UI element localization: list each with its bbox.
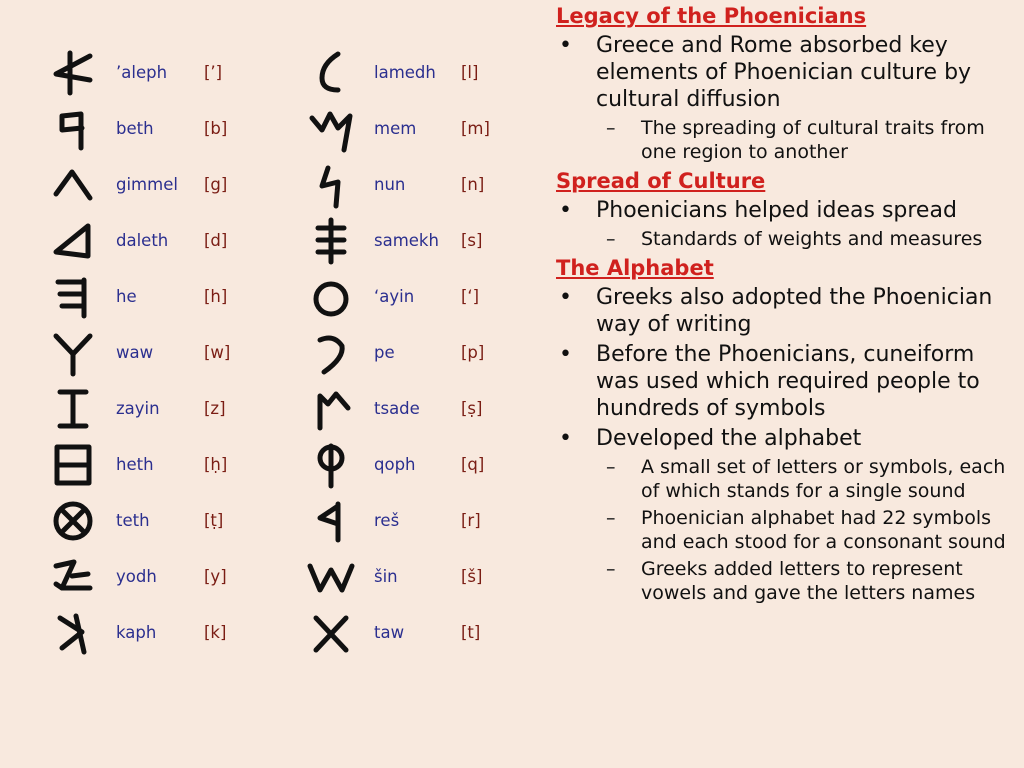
letter-name: kaph	[116, 623, 157, 642]
alphabet-row	[300, 494, 540, 550]
alphabet-row	[300, 46, 540, 102]
alphabet-row	[300, 102, 540, 158]
bullet-icon: •	[559, 342, 572, 367]
bullet-item	[556, 284, 1016, 338]
letter-sound: [b]	[204, 119, 228, 138]
bullet-icon: •	[559, 426, 572, 451]
alphabet-row	[0, 326, 260, 382]
nun-glyph-icon	[306, 160, 356, 210]
sub-bullet-item	[556, 116, 1016, 164]
letter-sound: [r]	[461, 511, 481, 530]
alphabet-row	[300, 158, 540, 214]
letter-sound: [y]	[204, 567, 227, 586]
letter-sound: [s]	[461, 231, 483, 250]
bullet-item	[556, 32, 1016, 113]
alphabet-row	[300, 606, 540, 662]
letter-name: nun	[374, 175, 406, 194]
bullet-text: Phoenicians helped ideas spread	[596, 198, 957, 223]
letter-name: qoph	[374, 455, 416, 474]
letter-sound: [g]	[204, 175, 228, 194]
alphabet-row	[300, 326, 540, 382]
letter-name: daleth	[116, 231, 169, 250]
letter-name: heth	[116, 455, 154, 474]
bullet-item	[556, 341, 1016, 422]
letter-sound: [k]	[204, 623, 227, 642]
dash-icon: –	[606, 558, 616, 580]
letter-sound: [p]	[461, 343, 485, 362]
bullet-icon: •	[559, 285, 572, 310]
alphabet-row	[300, 382, 540, 438]
slide-notes	[556, 2, 1016, 608]
bullet-text: Greeks also adopted the Phoenician way of writing	[596, 285, 993, 337]
alphabet-row	[0, 270, 260, 326]
sin-glyph-icon	[306, 552, 356, 602]
letter-sound: [z]	[204, 399, 226, 418]
sub-bullet-item	[556, 557, 1016, 605]
tsade-glyph-icon	[306, 384, 356, 434]
alphabet-row	[0, 494, 260, 550]
alphabet-row	[300, 270, 540, 326]
letter-sound: [m]	[461, 119, 490, 138]
aleph-glyph-icon	[48, 48, 98, 98]
dash-icon: –	[606, 228, 616, 250]
alphabet-row	[0, 46, 260, 102]
letter-name: teth	[116, 511, 150, 530]
letter-sound: [ḥ]	[204, 455, 228, 474]
letter-name: waw	[116, 343, 154, 362]
letter-sound: [d]	[204, 231, 228, 250]
bullet-icon: •	[559, 33, 572, 58]
letter-sound: [’]	[204, 63, 223, 82]
bullet-item	[556, 197, 1016, 224]
letter-sound: [h]	[204, 287, 228, 306]
letter-name: tsade	[374, 399, 420, 418]
he-glyph-icon	[48, 272, 98, 322]
section-heading-alphabet: The Alphabet	[556, 256, 714, 280]
alphabet-row	[0, 438, 260, 494]
letter-name: gimmel	[116, 175, 178, 194]
sub-bullet-item	[556, 455, 1016, 503]
beth-glyph-icon	[48, 104, 98, 154]
letter-name: šin	[374, 567, 398, 586]
samekh-glyph-icon	[306, 216, 356, 266]
alphabet-row	[300, 214, 540, 270]
teth-glyph-icon	[48, 496, 98, 546]
sub-bullet-text: Phoenician alphabet had 22 symbols and each stood for a consonant sound	[641, 507, 1006, 553]
ayin-glyph-icon	[306, 272, 356, 322]
sub-bullet-text: Greeks added letters to represent vowels and gave the letters names	[641, 558, 976, 604]
kaph-glyph-icon	[48, 608, 98, 658]
bullet-text: Greece and Rome absorbed key elements of Phoenician culture by cultural diffusion	[596, 33, 972, 112]
letter-name: pe	[374, 343, 395, 362]
bullet-text: Developed the alphabet	[596, 426, 862, 451]
dash-icon: –	[606, 456, 616, 478]
letter-sound: [‘]	[461, 287, 480, 306]
letter-name: mem	[374, 119, 417, 138]
gimmel-glyph-icon	[48, 160, 98, 210]
alphabet-row	[300, 550, 540, 606]
sub-bullet-text: Standards of weights and measures	[641, 228, 983, 250]
sub-bullet-text: The spreading of cultural traits from one region to another	[641, 117, 985, 163]
taw-glyph-icon	[306, 608, 356, 658]
dash-icon: –	[606, 507, 616, 529]
zayin-glyph-icon	[48, 384, 98, 434]
bullet-item	[556, 425, 1016, 452]
alphabet-row	[0, 550, 260, 606]
letter-name: zayin	[116, 399, 160, 418]
letter-sound: [ṭ]	[204, 511, 224, 530]
letter-name: samekh	[374, 231, 439, 250]
alphabet-row	[0, 102, 260, 158]
letter-name: ’aleph	[116, 63, 168, 82]
sub-bullet-text: A small set of letters or symbols, each of which stands for a single sound	[641, 456, 1006, 502]
dash-icon: –	[606, 117, 616, 139]
letter-name: yodh	[116, 567, 157, 586]
letter-sound: [ṣ]	[461, 399, 483, 418]
letter-name: reš	[374, 511, 400, 530]
heth-glyph-icon	[48, 440, 98, 490]
letter-name: taw	[374, 623, 405, 642]
daleth-glyph-icon	[48, 216, 98, 266]
mem-glyph-icon	[306, 104, 356, 154]
letter-sound: [š]	[461, 567, 483, 586]
letter-sound: [l]	[461, 63, 479, 82]
qoph-glyph-icon	[306, 440, 356, 490]
alphabet-row	[0, 606, 260, 662]
letter-sound: [n]	[461, 175, 485, 194]
section-heading-spread: Spread of Culture	[556, 169, 766, 193]
res-glyph-icon	[306, 496, 356, 546]
letter-sound: [t]	[461, 623, 481, 642]
section-heading-legacy: Legacy of the Phoenicians	[556, 4, 867, 28]
lamedh-glyph-icon	[306, 48, 356, 98]
alphabet-row	[300, 438, 540, 494]
letter-name: ‘ayin	[374, 287, 415, 306]
sub-bullet-item	[556, 506, 1016, 554]
letter-name: he	[116, 287, 137, 306]
letter-sound: [q]	[461, 455, 485, 474]
sub-bullet-item	[556, 227, 1016, 251]
bullet-text: Before the Phoenicians, cuneiform was used which required people to hundreds of symbols	[596, 342, 980, 421]
waw-glyph-icon	[48, 328, 98, 378]
pe-glyph-icon	[306, 328, 356, 378]
letter-name: beth	[116, 119, 154, 138]
bullet-icon: •	[559, 198, 572, 223]
yodh-glyph-icon	[48, 552, 98, 602]
alphabet-row	[0, 214, 260, 270]
letter-sound: [w]	[204, 343, 231, 362]
letter-name: lamedh	[374, 63, 436, 82]
alphabet-row	[0, 382, 260, 438]
alphabet-row	[0, 158, 260, 214]
